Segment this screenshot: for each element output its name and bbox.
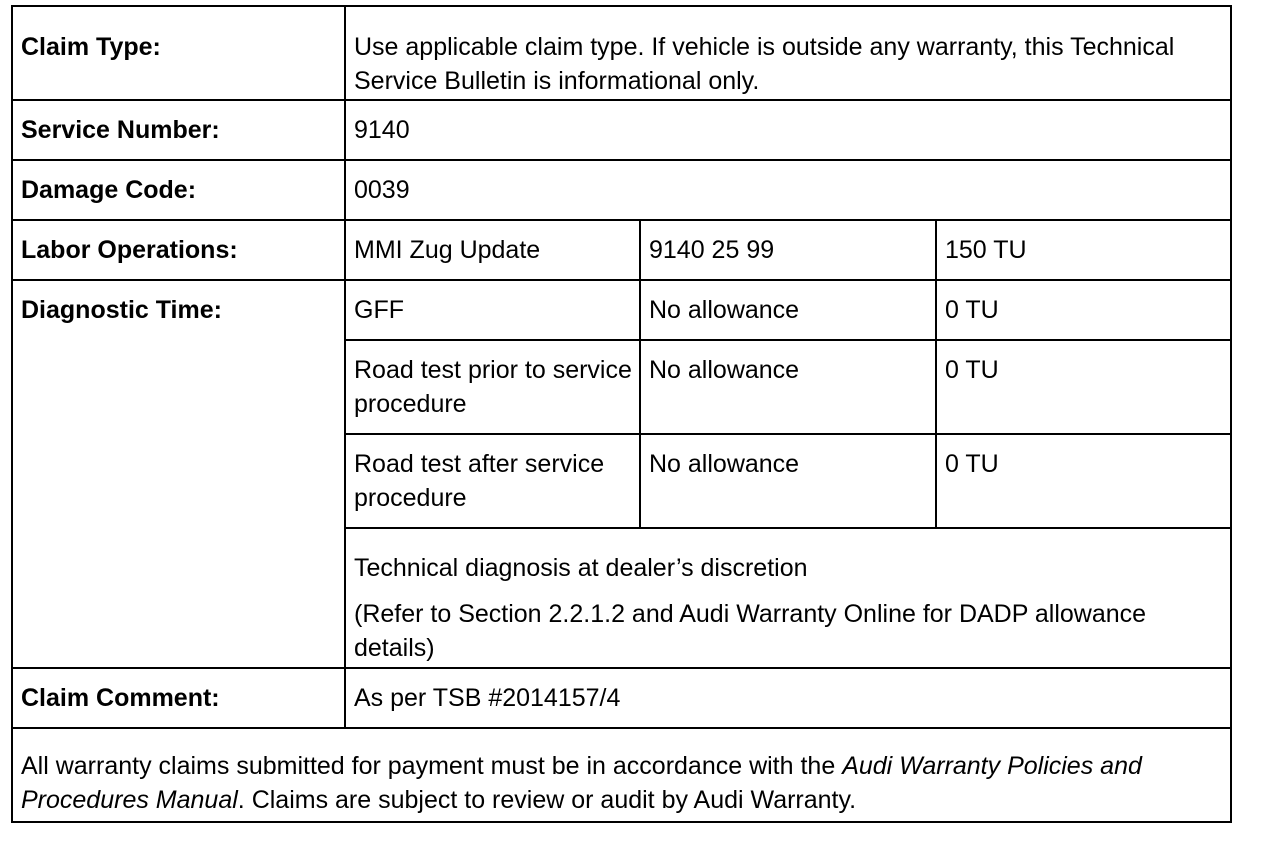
claim-type-label: Claim Type: — [21, 33, 161, 61]
claim-comment-label-cell — [12, 668, 345, 728]
warranty-notice — [13, 729, 1230, 817]
diagnostic-description-cell — [345, 340, 640, 434]
diagnostic-time-units: 0 TU — [945, 356, 999, 384]
service-number-row — [12, 100, 1231, 160]
labor-operation-description-cell — [345, 220, 640, 280]
diagnostic-allowance: No allowance — [649, 356, 800, 384]
damage-code-label: Damage Code: — [21, 176, 197, 204]
warranty-notice-row — [12, 728, 1231, 822]
claim-type-label-cell — [12, 6, 345, 100]
diagnostic-allowance: No allowance — [649, 450, 800, 478]
service-number-value-cell — [345, 100, 1231, 160]
claim-type-row — [12, 6, 1231, 100]
diagnostic-description-cell — [345, 434, 640, 528]
diagnostic-time-units-cell — [936, 434, 1231, 528]
labor-operations-row — [12, 220, 1231, 280]
claim-comment-value-cell — [345, 668, 1231, 728]
claim-comment-value: As per TSB #2014157/4 — [354, 684, 621, 712]
diagnostic-time-units: 0 TU — [945, 450, 999, 478]
diagnostic-description-cell — [345, 280, 640, 340]
labor-operation-time-units: 150 TU — [945, 236, 1027, 264]
warranty-manual-title: Audi Warranty Policies and Procedures Manual — [21, 752, 1142, 814]
diagnostic-allowance: No allowance — [649, 296, 800, 324]
damage-code-row — [12, 160, 1231, 220]
labor-operations-label-cell — [12, 220, 345, 280]
warranty-notice-cell — [12, 728, 1231, 822]
diagnostic-allowance-cell — [640, 340, 936, 434]
labor-operations-label: Labor Operations: — [21, 236, 238, 264]
service-number-value: 9140 — [354, 116, 410, 144]
diagnostic-time-units: 0 TU — [945, 296, 999, 324]
claim-comment-row — [12, 668, 1231, 728]
claim-type-value-cell — [345, 6, 1231, 100]
dadp-reference-note: (Refer to Section 2.2.1.2 and Audi Warranty Online for DADP allowance details) — [354, 600, 1147, 662]
warranty-claim-table — [11, 5, 1232, 823]
damage-code-value-cell — [345, 160, 1231, 220]
diagnostic-description: GFF — [354, 296, 404, 324]
labor-operation-number-cell — [640, 220, 936, 280]
warranty-notice-part1: All warranty claims submitted for payment must be in accordance with the — [21, 752, 843, 780]
damage-code-label-cell — [12, 160, 345, 220]
technical-diagnosis-text: Technical diagnosis at dealer’s discretion — [354, 554, 808, 582]
diagnostic-description: Road test after service procedure — [354, 450, 605, 512]
claim-type-value: Use applicable claim type. If vehicle is outside any warranty, this Technical Service Bulletin is informational only. — [354, 33, 1175, 95]
diagnostic-time-row — [12, 280, 1231, 340]
diagnostic-allowance-cell — [640, 434, 936, 528]
diagnostic-time-label-cell — [12, 280, 345, 668]
diagnostic-time-units-cell — [936, 280, 1231, 340]
diagnostic-allowance-cell — [640, 280, 936, 340]
claim-comment-label: Claim Comment: — [21, 684, 220, 712]
diagnostic-description: Road test prior to service procedure — [354, 356, 632, 418]
service-number-label: Service Number: — [21, 116, 220, 144]
labor-operation-time-cell — [936, 220, 1231, 280]
service-number-label-cell — [12, 100, 345, 160]
damage-code-value: 0039 — [354, 176, 410, 204]
labor-operation-description: MMI Zug Update — [354, 236, 541, 264]
technical-diagnosis-cell — [345, 528, 1231, 668]
diagnostic-time-label: Diagnostic Time: — [21, 296, 222, 324]
labor-operation-number: 9140 25 99 — [649, 236, 775, 264]
warranty-notice-part2: . Claims are subject to review or audit by Audi Warranty. — [237, 786, 857, 814]
diagnostic-time-units-cell — [936, 340, 1231, 434]
